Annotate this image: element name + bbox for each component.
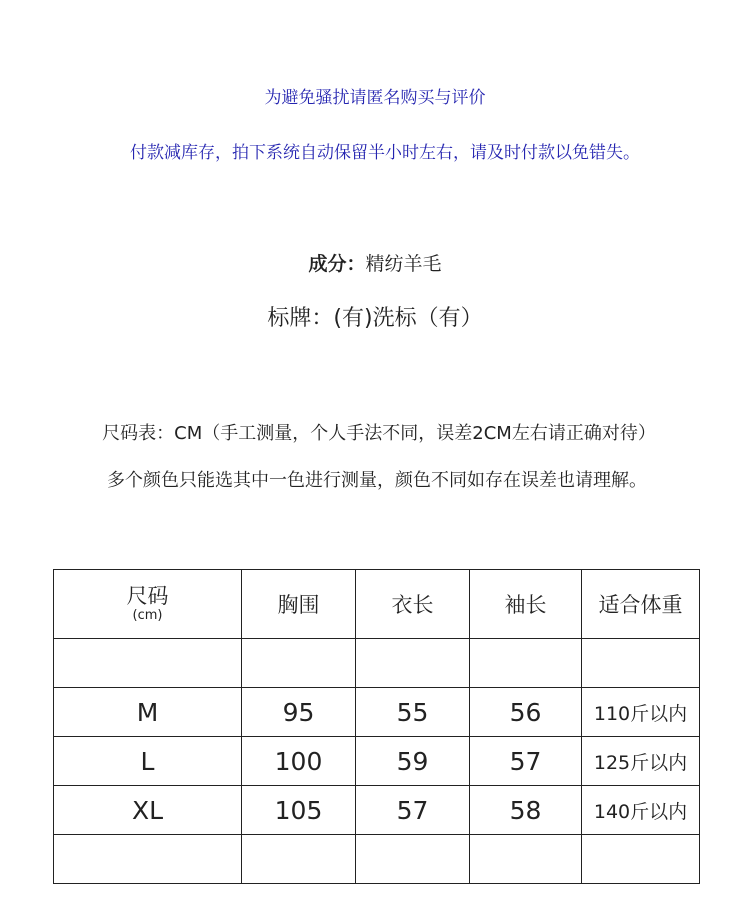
cell-size [54, 835, 242, 884]
cell-weight [582, 639, 700, 688]
cell-size: XL [54, 786, 242, 835]
cell-chest: 95 [242, 688, 356, 737]
color-measurement-note: 多个颜色只能选其中一色进行测量，颜色不同如存在误差也请理解。 [107, 470, 647, 491]
cell-size: L [54, 737, 242, 786]
cell-length: 57 [356, 786, 470, 835]
payment-stock-notice: 付款减库存，拍下系统自动保留半小时左右，请及时付款以免错失。 [130, 143, 640, 163]
cell-length: 55 [356, 688, 470, 737]
cell-weight: 125斤以内 [582, 737, 700, 786]
table-header-row [54, 570, 700, 639]
header-sleeve: 袖长 [470, 570, 582, 639]
header-length: 衣长 [356, 570, 470, 639]
cell-length [356, 639, 470, 688]
table-row [54, 835, 700, 884]
header-size-unit: (cm) [132, 608, 163, 623]
anonymous-purchase-notice: 为避免骚扰请匿名购买与评价 [264, 88, 486, 108]
table-row [54, 786, 700, 835]
tags-line: 标牌：(有)洗标（有） [267, 306, 483, 331]
composition-line [0, 249, 750, 276]
cell-chest [242, 639, 356, 688]
size-table [53, 569, 700, 884]
cell-sleeve [470, 835, 582, 884]
cell-weight [582, 835, 700, 884]
cell-sleeve: 56 [470, 688, 582, 737]
size-chart-note: 尺码表：CM（手工测量，个人手法不同，误差2CM左右请正确对待） [102, 423, 656, 444]
cell-chest [242, 835, 356, 884]
cell-size: M [54, 688, 242, 737]
table-row [54, 639, 700, 688]
cell-length [356, 835, 470, 884]
cell-chest: 100 [242, 737, 356, 786]
composition-label: 成分： [308, 253, 366, 275]
composition-value: 精纺羊毛 [365, 253, 442, 275]
header-chest: 胸围 [242, 570, 356, 639]
cell-length: 59 [356, 737, 470, 786]
header-weight: 适合体重 [582, 570, 700, 639]
table-row [54, 688, 700, 737]
cell-sleeve: 57 [470, 737, 582, 786]
cell-sleeve [470, 639, 582, 688]
table-row [54, 737, 700, 786]
cell-sleeve: 58 [470, 786, 582, 835]
header-size-label: 尺码 [126, 584, 169, 608]
cell-size [54, 639, 242, 688]
header-size [54, 570, 242, 639]
cell-weight: 140斤以内 [582, 786, 700, 835]
cell-chest: 105 [242, 786, 356, 835]
cell-weight: 110斤以内 [582, 688, 700, 737]
